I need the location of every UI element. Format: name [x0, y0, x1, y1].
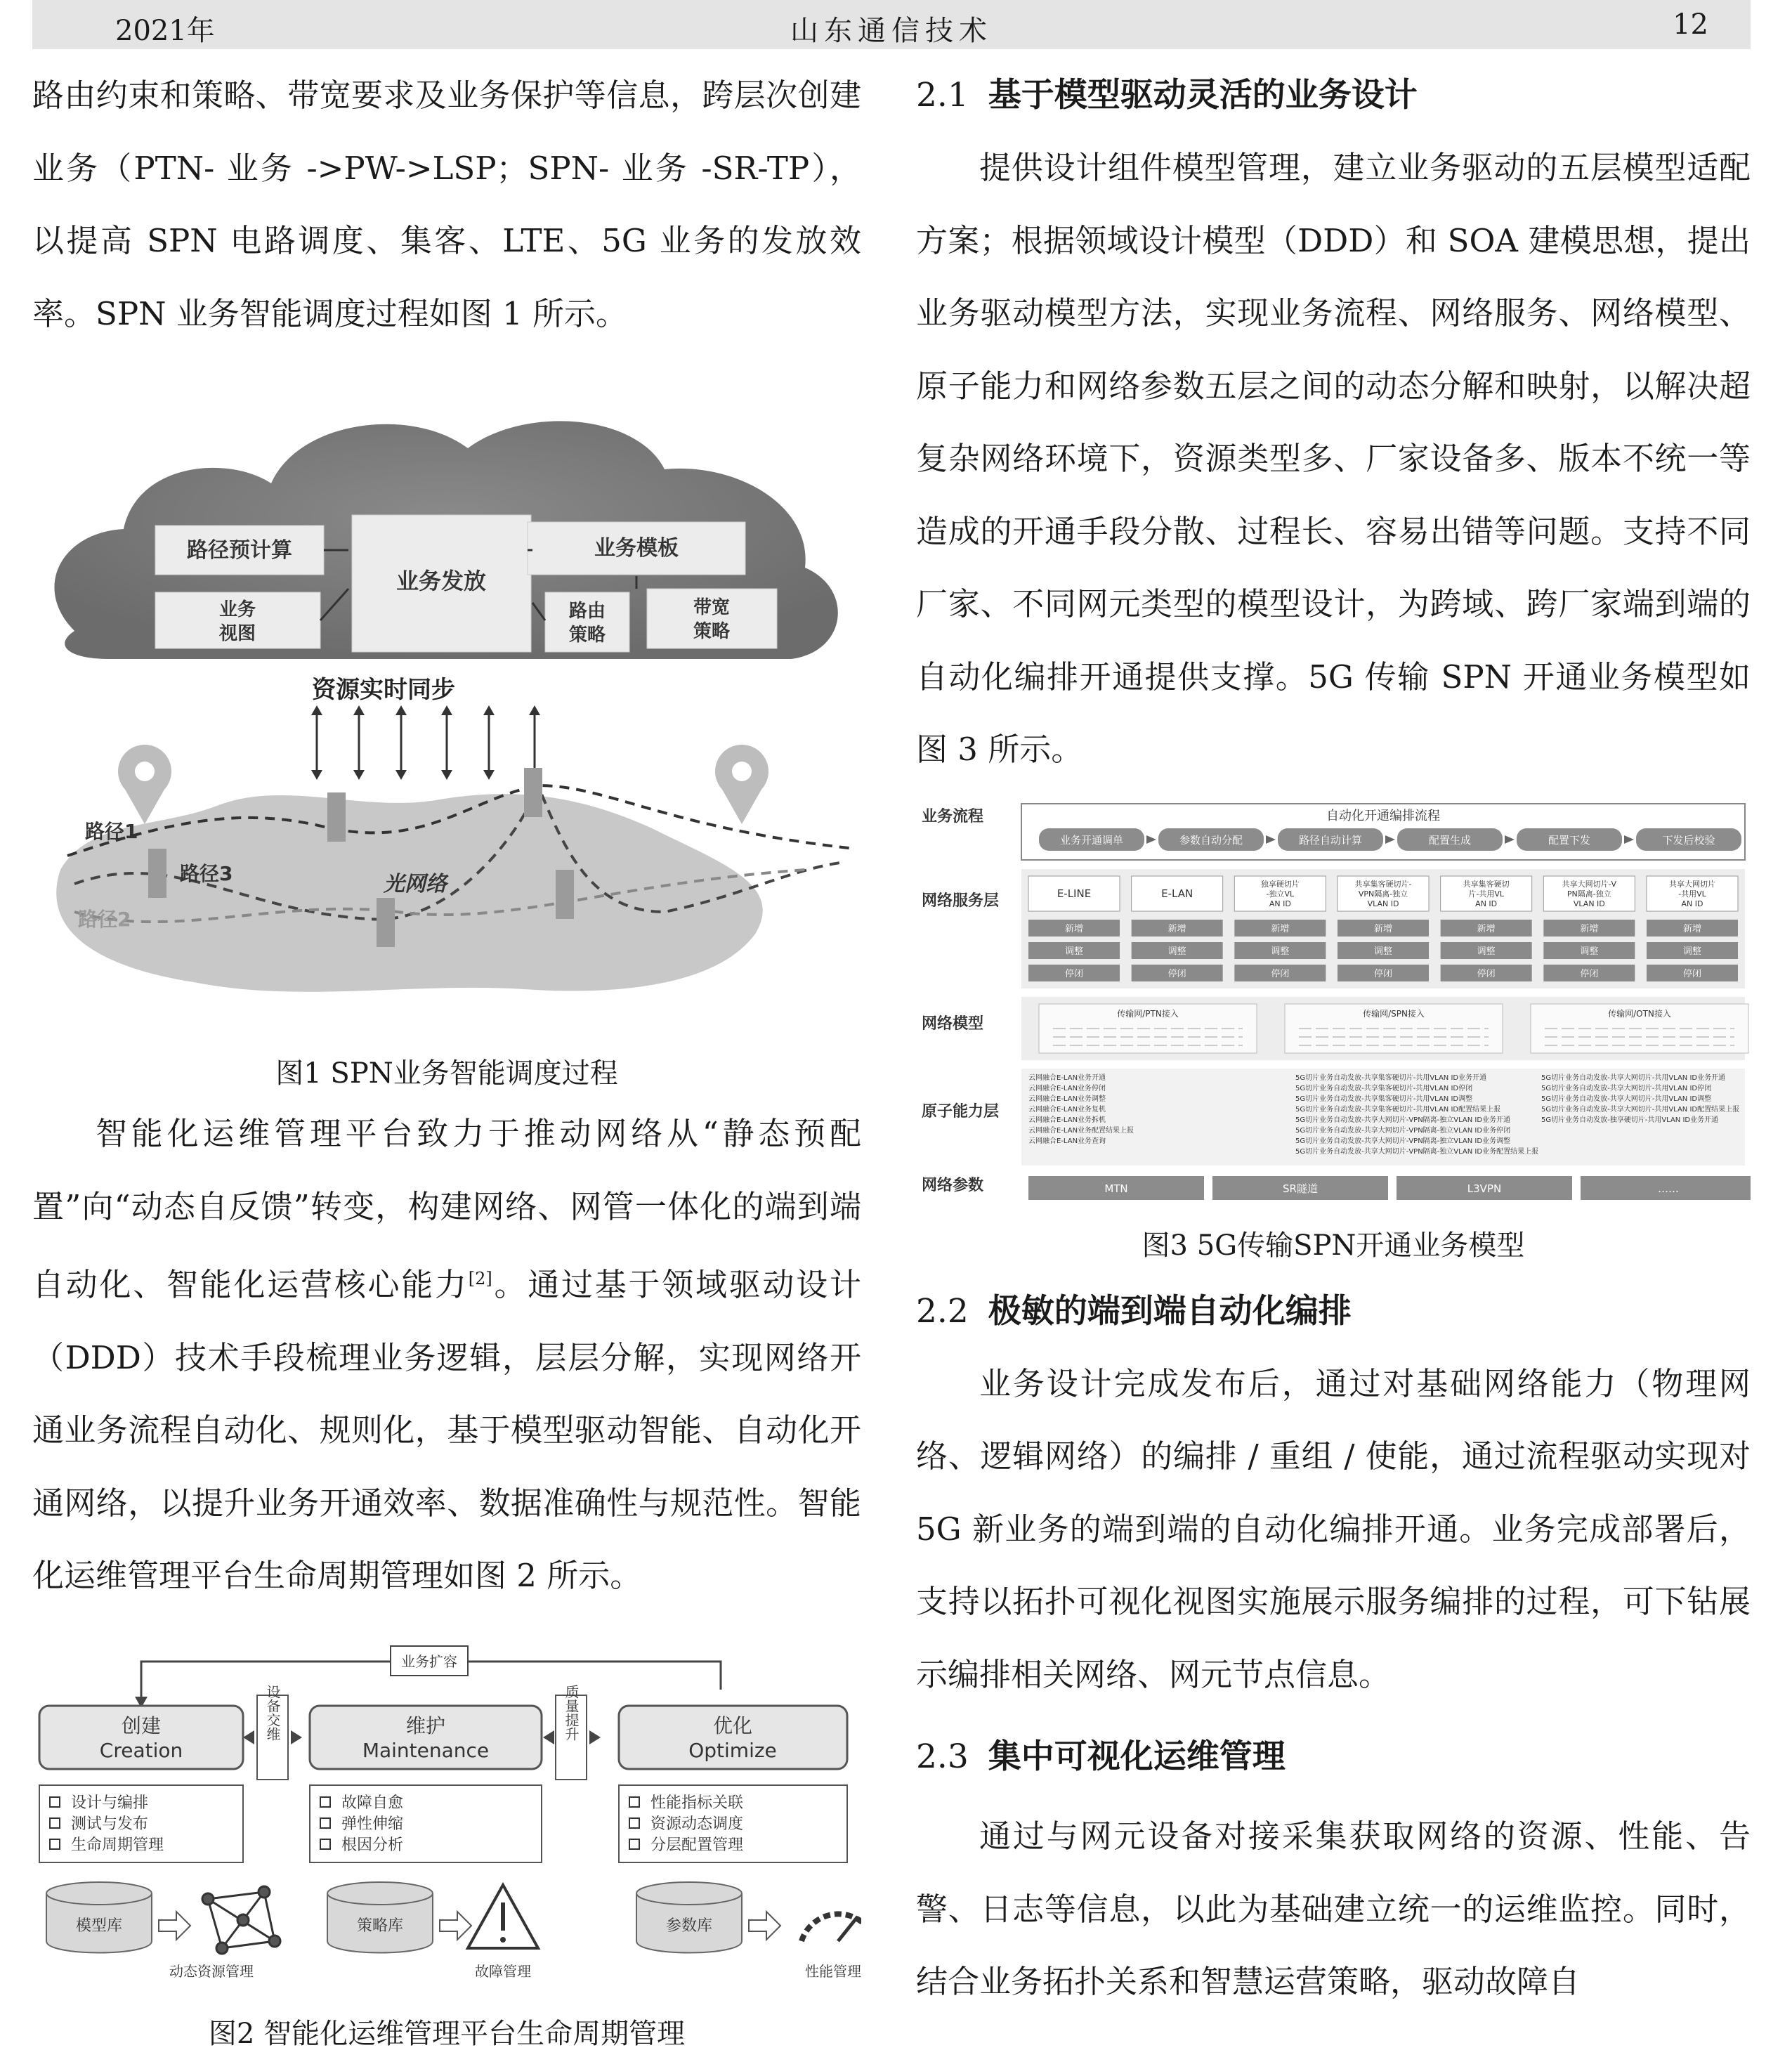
- fig2-link1-label: 设备交维: [264, 1684, 281, 1741]
- fig3-atom-item: 5G切片业务自动发放-共享大网切片-共用VLAN ID配置结果上报: [1541, 1105, 1740, 1114]
- fig1-service-issue-label: 业务发放: [395, 568, 487, 594]
- fig3-op-label: 新增: [1373, 923, 1393, 934]
- paragraph-2: [32, 1097, 861, 1612]
- fig3-atom-item: 云网融合E-LAN业务查询: [1028, 1137, 1106, 1145]
- fig1-diagram: [32, 378, 861, 1010]
- fig3-flow-step-label: 路径自动计算: [1298, 833, 1363, 847]
- fig1-service-template-label: 业务模板: [594, 536, 679, 561]
- fig3-atom-item: 5G切片业务自动发放-共享大网切片-VPN隔离-独立VLAN ID业务配置结果上报: [1295, 1147, 1539, 1156]
- section-2-2-title: 极敏的端到端自动化编排: [988, 1291, 1352, 1331]
- fig3-row-label: 网络模型: [922, 1014, 984, 1033]
- fig3-service-label: E-LINE: [1057, 887, 1092, 900]
- fig3-op-label: 调整: [1477, 946, 1496, 957]
- fig3-model-label: 传输网/OTN接入: [1608, 1008, 1671, 1019]
- fig3-op-label: 新增: [1477, 923, 1496, 934]
- fig3-op-label: 新增: [1168, 923, 1186, 934]
- fig3-row-label: 网络服务层: [922, 892, 1000, 910]
- fig2-stage1-cn: 创建: [121, 1714, 162, 1737]
- fig3-row-label: 业务流程: [922, 807, 984, 825]
- paragraph-5: 通过与网元设备对接采集获取网络的资源、性能、告警、日志等信息，以此为基础建立统一的运维监控。同时，结合业务拓扑关系和智慧运营策略，驱动故障自: [916, 1817, 1751, 2000]
- fig3-flow-step-label: 配置下发: [1548, 833, 1591, 847]
- fig3-flow-arrow: [1624, 835, 1634, 844]
- figure-3-caption: 图3 5G传输SPN开通业务模型: [1142, 1229, 1525, 1262]
- fig3-param-label: MTN: [1104, 1182, 1128, 1195]
- fig1-service-view-label-2: 视图: [218, 623, 256, 644]
- fig2-out2-label: 故障管理: [475, 1962, 531, 1980]
- fig3-atom-item: 云网融合E-LAN业务配置结果上报: [1028, 1126, 1134, 1135]
- header-year: 2021年: [115, 15, 215, 47]
- fig3-atom-item: 5G切片业务自动发放-共享集客硬切片-共用VLAN ID配置结果上报: [1295, 1105, 1501, 1114]
- fig3-flow-arrow: [1505, 835, 1515, 844]
- fig3-op-label: 调整: [1682, 946, 1702, 957]
- fig1-path3-label: 路径3: [180, 862, 233, 885]
- section-2-3-title: 集中可视化运维管理: [988, 1737, 1286, 1776]
- fig3-model-label: 传输网/PTN接入: [1117, 1008, 1179, 1019]
- fig1-route-policy-label-2: 策略: [568, 625, 606, 646]
- fig3-op-label: 调整: [1271, 946, 1290, 957]
- page-header: [32, 0, 1751, 49]
- fig3-op-label: 新增: [1682, 923, 1702, 934]
- fig3-service-label: PN隔离-独立: [1567, 889, 1611, 899]
- fig3-diagram: [916, 793, 1751, 1215]
- network-graph-icon: [202, 1886, 280, 1954]
- paragraph-4: 业务设计完成发布后，通过对基础网络能力（物理网络、逻辑网络）的编排 / 重组 / 使能，通过流程驱动实现对 5G 新业务的端到端的自动化编排开通。业务完成部署后，支持以拓扑可视化视图实施展示服务编排的过程，可下钻展示编排相关网络、网元节点信息。: [916, 1364, 1751, 1693]
- fig2-list-item: 分层配置管理: [650, 1836, 744, 1854]
- left-column: [32, 59, 861, 2054]
- warning-icon: [468, 1885, 538, 1948]
- fig3-service-label: 共享大网切片-V: [1562, 879, 1617, 889]
- fig2-diagram: [32, 1632, 861, 1997]
- figure-3: [916, 793, 1751, 1271]
- fig2-expand-label: 业务扩容: [401, 1652, 457, 1670]
- fig3-op-label: 调整: [1168, 946, 1186, 957]
- fig2-list-item: 性能指标关联: [650, 1794, 744, 1812]
- fig3-service-label: AN ID: [1269, 899, 1291, 908]
- fig3-op-label: 调整: [1373, 946, 1393, 957]
- paragraph-2-text-b: 。通过基于领域驱动设计（DDD）技术手段梳理业务逻辑，层层分解，实现网络开通业务流程自动化、规则化，基于模型驱动智能、自动化开通网络，以提升业务开通效率、数据准确性与规范性。智能化运维管理平台生命周期管理如图 2 所示。: [32, 1266, 861, 1594]
- fig3-op-label: 新增: [1580, 923, 1599, 934]
- fig1-sync-label: 资源实时同步: [312, 676, 455, 704]
- fig1-sync-arrows: [317, 714, 535, 771]
- figure-1: [32, 378, 861, 1088]
- fig3-op-label: 新增: [1064, 923, 1084, 934]
- fig3-flow-title: 自动化开通编排流程: [1326, 808, 1440, 823]
- section-2-1-number: 2.1: [916, 76, 969, 115]
- fig2-stage2-en: Maintenance: [362, 1738, 490, 1762]
- fig3-atom-item: 5G切片业务自动发放-共享集客硬切片-共用VLAN ID调整: [1295, 1095, 1473, 1103]
- fig2-link2-label: 质量提升: [563, 1684, 580, 1741]
- fig2-db3-label: 参数库: [665, 1917, 713, 1935]
- fig3-service-label: AN ID: [1475, 899, 1498, 908]
- fig3-atom-item: 5G切片业务自动发放-共享大网切片-VPN隔离-独立VLAN ID业务调整: [1295, 1137, 1511, 1145]
- section-2-1-title: 基于模型驱动灵活的业务设计: [988, 76, 1418, 115]
- fig3-model-label: 传输网/SPN接入: [1363, 1008, 1425, 1019]
- fig3-atom-item: 5G切片业务自动发放-共享集客硬切片-共用VLAN ID停闭: [1295, 1084, 1473, 1092]
- figure-1-caption: 图1 SPN业务智能调度过程: [275, 1057, 618, 1090]
- fig3-service-label: VLAN ID: [1573, 899, 1605, 908]
- section-2-2-number: 2.2: [916, 1291, 969, 1331]
- fig3-atom-item: 云网融合E-LAN业务拆机: [1028, 1116, 1106, 1124]
- fig3-op-label: 停闭: [1477, 968, 1496, 979]
- fig1-service-view-label-1: 业务: [218, 599, 256, 620]
- fig2-list-item: 故障自愈: [341, 1794, 404, 1812]
- fig3-op-label: 调整: [1064, 946, 1084, 957]
- fig1-path-calc-label: 路径预计算: [187, 538, 292, 563]
- fig3-row-label: 原子能力层: [922, 1102, 1000, 1121]
- section-2-2-heading: [916, 1275, 1751, 1347]
- figure-2-caption: 图2 智能化运维管理平台生命周期管理: [208, 2017, 686, 2050]
- fig2-list-item: 资源动态调度: [650, 1815, 744, 1833]
- fig3-op-label: 调整: [1580, 946, 1599, 957]
- citation-2: [2]: [468, 1269, 492, 1288]
- fig3-op-label: 停闭: [1580, 968, 1599, 979]
- figure-2: [32, 1632, 861, 2054]
- fig3-atom-item: 云网融合E-LAN业务开通: [1028, 1073, 1106, 1082]
- fig3-service-label: VLAN ID: [1367, 899, 1399, 908]
- section-2-1-heading: [916, 59, 1751, 131]
- fig1-bw-policy-label-2: 策略: [693, 621, 731, 642]
- fig3-atom-item: 5G切片业务自动发放-共享大网切片-VPN隔离-独立VLAN ID业务开通: [1295, 1116, 1511, 1124]
- fig3-flow-arrow: [1266, 835, 1276, 844]
- fig2-out1-label: 动态资源管理: [169, 1962, 254, 1980]
- fig3-flow-step-label: 业务开通调单: [1059, 833, 1124, 847]
- fig3-op-label: 停闭: [1168, 968, 1186, 979]
- fig3-op-label: 停闭: [1682, 968, 1702, 979]
- right-column: [916, 59, 1751, 2018]
- fig3-service-label: -独立VL: [1266, 889, 1295, 899]
- fig3-op-label: 停闭: [1064, 968, 1084, 979]
- fig2-list-item: 测试与发布: [71, 1815, 149, 1833]
- fig3-atom-item: 云网融合E-LAN业务停闭: [1028, 1084, 1106, 1092]
- section-2-3-number: 2.3: [916, 1737, 969, 1776]
- fig1-path1-label: 路径1: [85, 820, 138, 843]
- fig2-stage3-cn: 优化: [712, 1714, 753, 1737]
- fig3-op-label: 停闭: [1373, 968, 1393, 979]
- fig3-flow-arrow: [1146, 835, 1156, 844]
- fig2-db2-label: 策略库: [356, 1917, 404, 1935]
- fig3-service-label: 片-共用VL: [1468, 889, 1504, 899]
- fig3-atom-item: 5G切片业务自动发放-共享大网切片-共用VLAN ID调整: [1541, 1095, 1712, 1103]
- fig3-param-label: L3VPN: [1467, 1182, 1502, 1195]
- fig3-op-label: 新增: [1271, 923, 1290, 934]
- fig2-list-item: 弹性伸缩: [341, 1815, 404, 1833]
- paragraph-2-text-a: 智能化运维管理平台致力于推动网络从“静态预配置”向“动态自反馈”转变，构建网络、网管一体化的端到端自动化、智能化运营核心能力: [32, 1115, 861, 1303]
- map-pin-icon: [118, 745, 171, 824]
- fig2-stage2-cn: 维护: [405, 1714, 446, 1737]
- fig3-atom-item: 5G切片业务自动发放-共享大网切片-共用VLAN ID停闭: [1541, 1084, 1712, 1092]
- fig2-list-item: 根因分析: [341, 1836, 404, 1854]
- section-2-3-heading: [916, 1721, 1751, 1793]
- fig3-service-label: -共用VL: [1678, 889, 1706, 899]
- fig3-service-label: 独享硬切片: [1260, 879, 1300, 889]
- fig3-service-label: 共享集客硬切: [1463, 879, 1510, 889]
- fig2-db1-label: 模型库: [75, 1917, 123, 1935]
- fig3-param-label: SR隧道: [1283, 1182, 1318, 1195]
- fig3-atom-item: 5G切片业务自动发放-共享大网切片-VPN隔离-独立VLAN ID业务停闭: [1295, 1126, 1511, 1135]
- fig2-list-item: 设计与编排: [71, 1794, 149, 1812]
- fig3-flow-step-label: 下发后校验: [1662, 833, 1715, 847]
- fig3-flow-arrow: [1385, 835, 1395, 844]
- fig3-atom-item: 云网融合E-LAN业务复机: [1028, 1105, 1106, 1114]
- fig1-optical-label: 光网络: [384, 872, 447, 896]
- fig2-stage1-en: Creation: [99, 1738, 183, 1762]
- gauge-icon: [802, 1914, 861, 1941]
- fig2-stage3-en: Optimize: [688, 1738, 777, 1762]
- fig1-route-policy-label-1: 路由: [568, 601, 606, 622]
- fig3-service-label: VPN隔离-独立: [1358, 889, 1408, 899]
- fig1-sync-arrowheads: [311, 705, 540, 780]
- paragraph-1: 路由约束和策略、带宽要求及业务保护等信息，跨层次创建业务（PTN- 业务 ->PW->LSP；SPN- 业务 -SR-TP），以提高 SPN 电路调度、集客、LTE、5G 业务的发放效率。SPN 业务智能调度过程如图 1 所示。: [32, 77, 861, 332]
- fig2-list-item: 生命周期管理: [71, 1836, 164, 1854]
- fig3-atom-item: 云网融合E-LAN业务调整: [1028, 1095, 1106, 1103]
- fig3-service-label: 共享大网切片: [1669, 879, 1715, 889]
- fig3-flow-step-label: 参数自动分配: [1179, 833, 1243, 847]
- header-journal: 山东通信技术: [790, 15, 993, 47]
- fig3-service-label: E-LAN: [1161, 887, 1193, 900]
- fig3-param-label: ……: [1658, 1182, 1679, 1195]
- fig3-atom-item: 5G切片业务自动发放-共享集客硬切片-共用VLAN ID业务开通: [1295, 1073, 1487, 1082]
- fig3-service-label: 共享集客硬切片-: [1354, 879, 1412, 889]
- fig1-bw-policy-label-1: 带宽: [693, 597, 731, 618]
- header-page-number: 12: [1673, 8, 1708, 41]
- map-pin-icon: [715, 745, 769, 824]
- fig3-atom-item: 5G切片业务自动发放-共享大网切片-共用VLAN ID业务开通: [1541, 1073, 1726, 1082]
- fig3-row-label: 网络参数: [922, 1176, 984, 1194]
- fig2-out3-label: 性能管理: [805, 1962, 861, 1980]
- fig3-op-label: 停闭: [1271, 968, 1290, 979]
- paragraph-3: 提供设计组件模型管理，建立业务驱动的五层模型适配方案；根据领域设计模型（DDD）和 SOA 建模思想，提出业务驱动模型方法，实现业务流程、网络服务、网络模型、原子能力和网络参数五层之间的动态分解和映射，以解决超复杂网络环境下，资源类型多、厂家设备多、版本不统一等造成的开通手段分散、过程长、容易出错等问题。支持不同厂家、不同网元类型的模型设计，为跨域、跨厂家端到端的自动化编排开通提供支撑。5G 传输 SPN 开通业务模型如图 3 所示。: [916, 149, 1751, 768]
- fig3-atom-item: 5G切片业务自动发放-独享硬切片-共用VLAN ID业务开通: [1541, 1116, 1719, 1124]
- fig1-path2-label: 路径2: [78, 908, 131, 931]
- fig3-flow-step-label: 配置生成: [1428, 833, 1472, 847]
- fig3-service-label: AN ID: [1681, 899, 1703, 908]
